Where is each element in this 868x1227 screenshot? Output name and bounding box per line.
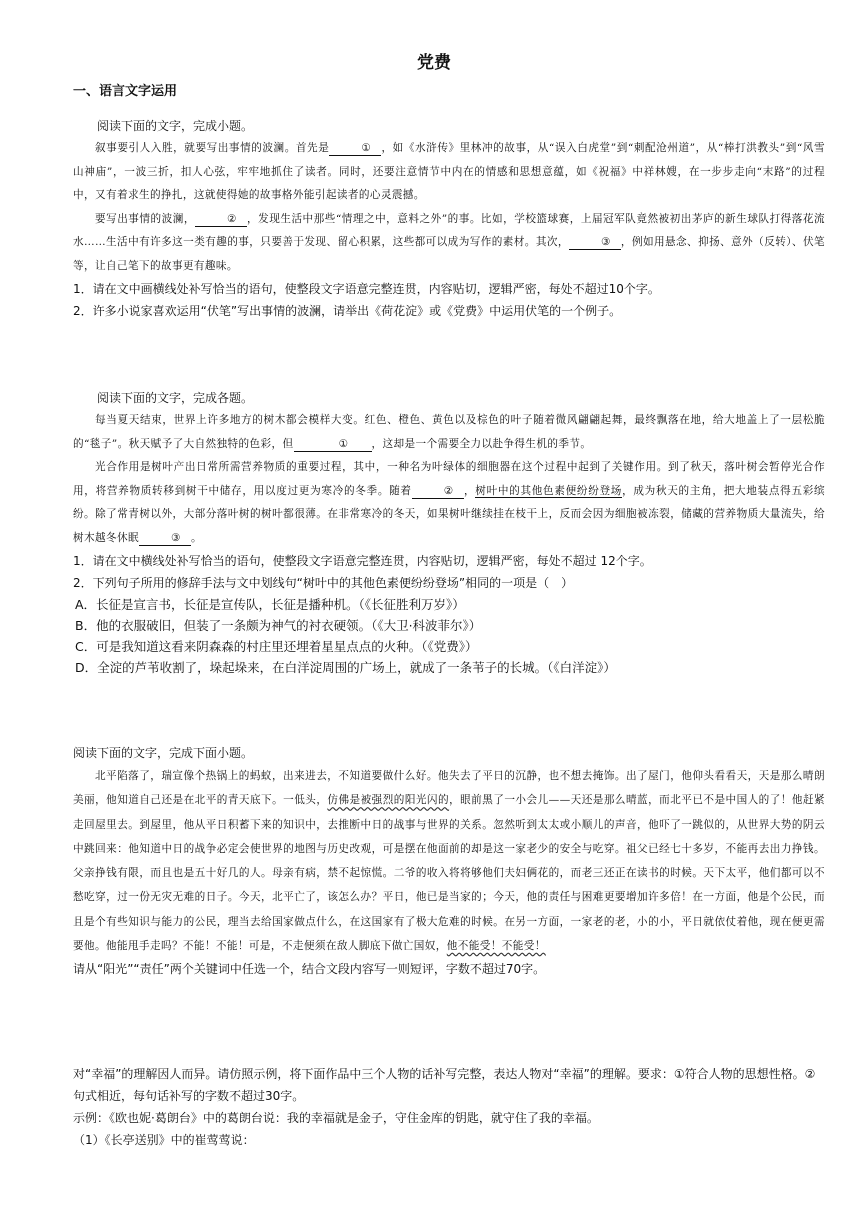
option-d: D．全淀的芦苇收割了，垛起垛来，在白洋淀周围的广场上，就成了一条苇子的长城。（《白洋淀》） <box>75 660 616 675</box>
passage-3-paragraph <box>73 764 825 958</box>
underlined-sentence: 树叶中的其他色素便纷纷登场 <box>475 484 623 497</box>
passage-2-instruction: 阅读下面的文字，完成各题。 <box>97 391 254 405</box>
question: 请从“阳光”“责任”两个关键词中任选一个，结合文段内容写一则短评，字数不超过70字。 <box>73 962 546 977</box>
blank-2: ② <box>195 212 247 227</box>
text-span: ，这却是一个需要全力以赴争得生机的季节。 <box>371 437 592 450</box>
example-text: 示例：《欧也妮·葛朗台》中的葛朗台说：我的幸福就是金子，守住金库的钥匙，就守住了我的幸福。 <box>73 1111 599 1125</box>
text-span: ，发现生活中那些“情理之中，意料之外”的事。比如，学校篮球赛，上届冠军队竟然被初出茅庐的新生球队打得落花流水……生活中有许多这一类有趣的事，只要善于发现、留心积累，这些都可以成为写作的素材。其次， <box>73 212 825 248</box>
text-span: 叙事要引人入胜，就要写出事情的波澜。首先是 <box>95 142 330 154</box>
question-2: 2．下列句子所用的修辞手法与文中划线句“树叶中的其他色素便纷纷登场”相同的一项是（ ） <box>73 576 574 590</box>
question-1: 1．请在文中画横线处补写恰当的语句，使整段文字语意完整连贯，内容贴切，逻辑严密，每处不超过10个字。 <box>73 282 660 296</box>
passage-1-paragraph-1 <box>73 137 825 208</box>
page-title: 党费 <box>417 53 451 73</box>
option-c: C．可是我知道这看来阴森森的村庄里还埋着星星点点的火种。（《党费》） <box>75 639 478 654</box>
text-span: ，例如用悬念、抑扬、意外（反转）、伏笔等，让自己笔下的故事更有趣味。 <box>73 236 825 272</box>
text-span: 北平陷落了，瑞宣像个热锅上的蚂蚁，出来进去，不知道要做什么好。他失去了平日的沉静，也不想去掩饰。出了屋门，他仰头看看天，天是那么晴朗美丽，他知道自己还是在北平的青天底下。一低头， <box>73 770 825 807</box>
blank-2: ② <box>412 484 464 499</box>
passage-2-paragraph-1 <box>73 409 825 456</box>
text-span: 每当夏天结束，世界上许多地方的树木都会模样大变。红色、橙色、黄色以及棕色的叶子随着微风翩翩起舞，最终飘落在地，给大地盖上了一层松脆的“毯子”。秋天赋予了大自然独特的色彩，但 <box>73 414 825 450</box>
passage-1 <box>73 115 825 322</box>
blank-1: ① <box>294 437 372 452</box>
text-span: ，成为秋天的主角，把大地装点得五彩缤纷。除了常青树以外，大部分落叶树的树叶都很薄。在非常寒冷的冬天，如果树叶继续挂在枝干上，反而会因为细胞被冻裂，储藏的营养物质大量流失，给树木越冬休眠 <box>73 484 826 544</box>
passage-3 <box>73 742 825 980</box>
blank-3: ③ <box>139 531 191 546</box>
text-span: 。 <box>190 531 202 544</box>
option-b: B．他的衣服破旧，但装了一条颇为神气的衬衣硬领。（《大卫·科波菲尔》） <box>75 618 482 633</box>
passage-1-instruction: 阅读下面的文字，完成小题。 <box>97 119 254 133</box>
text-span: 光合作用是树叶产出日常所需营养物质的重要过程，其中，一种名为叶绿体的细胞器在这个过程中起到了关键作用。到了秋天，落叶树会暂停光合作用，将营养物质转移到树干中储存，用以度过更为寒冷的冬季。随着 <box>73 461 825 497</box>
intro-text: 对“幸福”的理解因人而异。请仿照示例，将下面作品中三个人物的话补写完整，表达人物对“幸福”的理解。要求：①符合人物的思想性格。②句式相近，每句话补写的字数不超过30字。 <box>73 1067 816 1103</box>
blank-1: ① <box>329 141 381 156</box>
text-span: ，如《水浒传》里林冲的故事，从“误入白虎堂”到“刺配沧州道”，从“棒打洪教头”到“风雪山神庙”，一波三折，扣人心弦，牢牢地抓住了读者。同时，还要注意情节中内在的情感和思想意蕴，如《祝福》中祥林嫂，在一步步走向“末路”的过程中，又有着求生的挣扎，这就使得她的故事格外能引起读者的心灵震撼。 <box>73 142 825 201</box>
blank-3: ③ <box>569 235 621 250</box>
option-a: A．长征是宣言书，长征是宣传队，长征是播种机。（《长征胜利万岁》） <box>75 597 465 612</box>
text-span: 要写出事情的波澜， <box>95 212 195 225</box>
item-1: （1）《长亭送别》中的崔莺莺说： <box>73 1133 255 1147</box>
passage-4 <box>73 1063 825 1151</box>
passage-3-instruction: 阅读下面的文字，完成下面小题。 <box>73 746 254 760</box>
section-heading: 一、语言文字运用 <box>73 84 178 99</box>
wavy-underline-2: 他不能受！不能受！ <box>446 940 546 953</box>
passage-2-paragraph-2 <box>73 456 825 550</box>
passage-1-paragraph-2 <box>73 208 825 279</box>
text-span: ， <box>463 484 476 497</box>
question-1: 1．请在文中横线处补写恰当的语句，使整段文字语意完整连贯，内容贴切，逻辑严密，每处不超过 12个字。 <box>73 554 652 568</box>
wavy-underline-1: 仿佛是被强烈的阳光闪的 <box>327 794 450 807</box>
question-2: 2．许多小说家喜欢运用“伏笔”写出事情的波澜，请举出《荷花淀》或《党费》中运用伏笔的一个例子。 <box>73 304 622 318</box>
passage-2 <box>73 387 825 678</box>
text-span: ，眼前黑了一小会儿——天还是那么晴蓝，而北平已不是中国人的了！他赶紧走回屋里去。到屋里，他从平日积蓄下来的知识中，去推断中日的战事与世界的关系。忽然听到太太或小顺儿的声音，他吓了一跳似的，从世界大势的阴云中跳回来：他知道中日的战争必定会使世界的地图与历史改观，可是摆在他面前的却是这一家老少的安全与吃穿。祖父已经七十多岁，不能再去出力挣钱。父亲挣钱有限，而且也是五十好几的人。母亲有病，禁不起惊慌。二爷的收入将将够他们夫妇俩花的，而老三还正在读书的时候。天下太平，他们都可以不愁吃穿，过一份无灾无难的日子。今天，北平亡了，该怎么办？平日，他已是当家的；今天，他的责任与困难更要增加许多倍！在一方面，他是个公民，而且是个有些知识与能力的公民，理当去给国家做点什么，在这国家有了极大危难的时候。在另一方面，一家老的老，小的小，平日就依仗着他，现在便更需要他。他能甩手走吗？不能！不能！可是，不走便须在敌人脚底下做亡国奴， <box>73 794 825 953</box>
